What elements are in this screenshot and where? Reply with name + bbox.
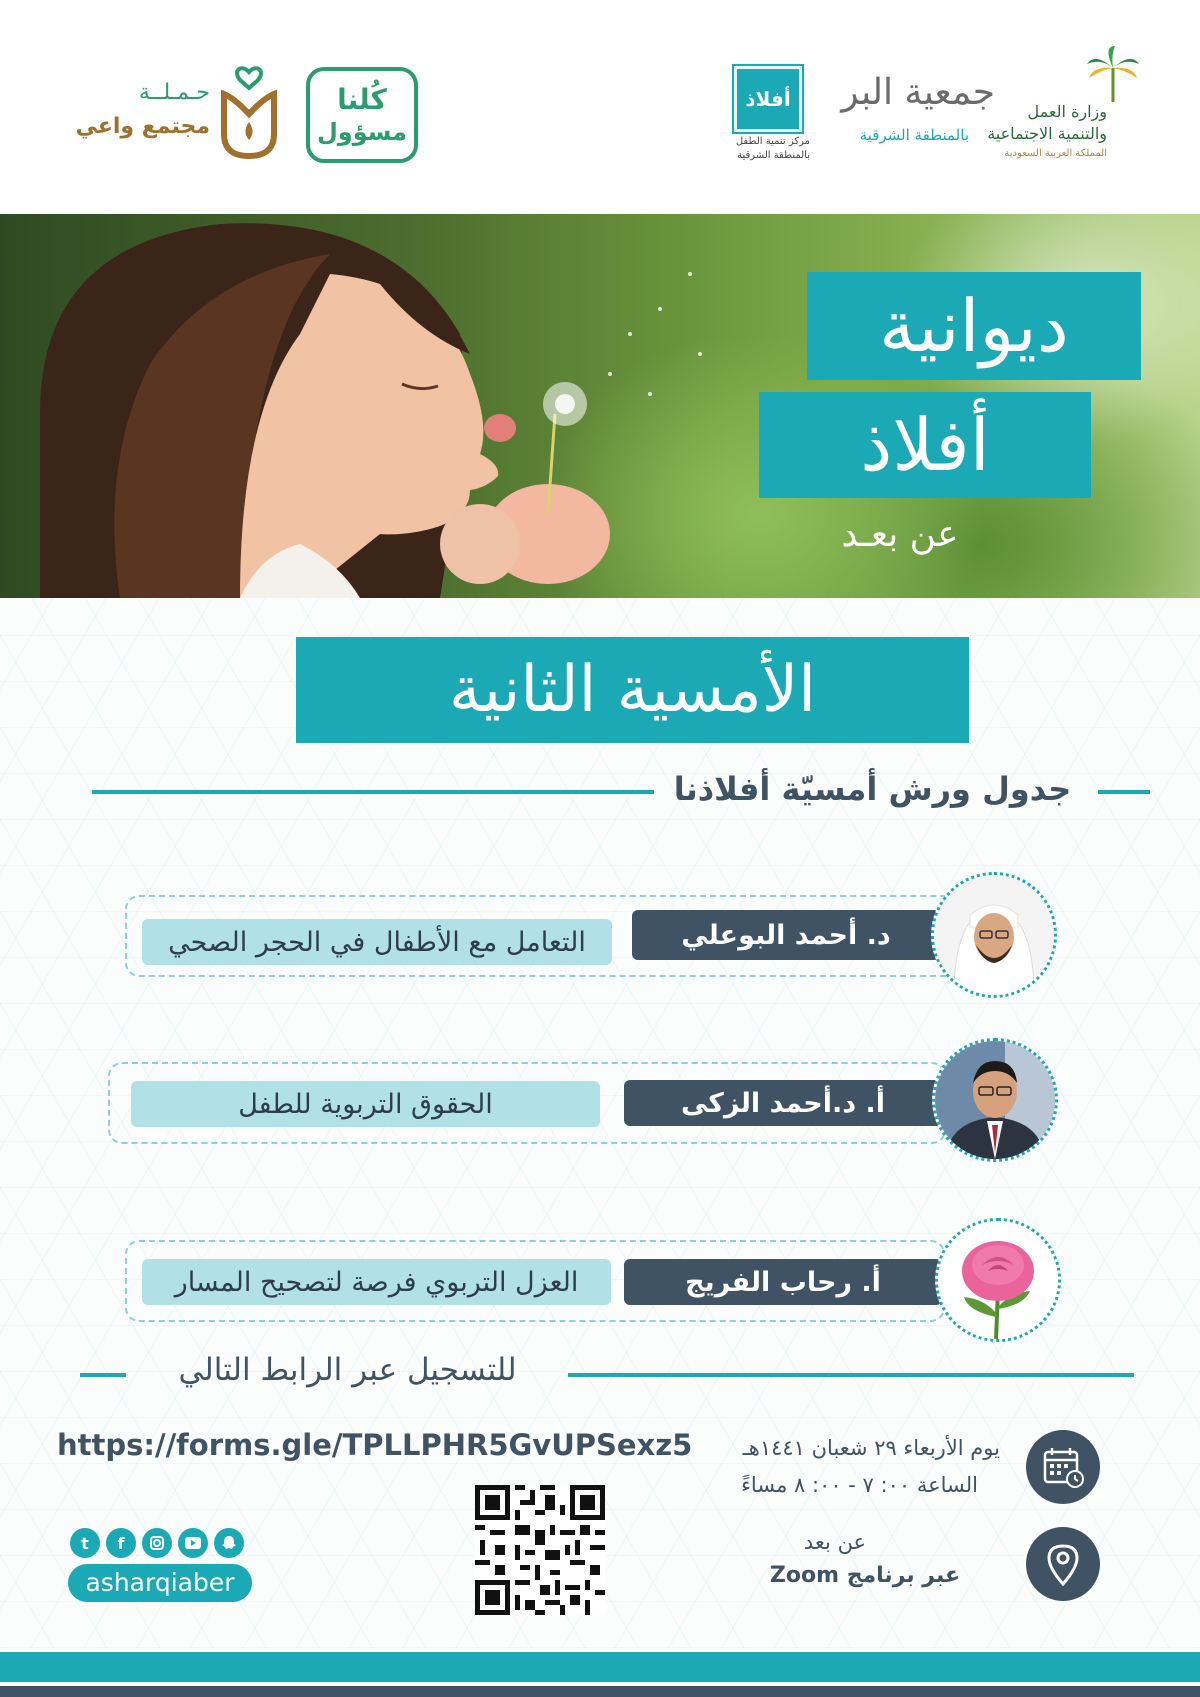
instagram-icon[interactable]: [142, 1528, 172, 1558]
hero-title-line2: أفلاذ: [759, 392, 1091, 498]
aflaz-emblem: [734, 66, 802, 132]
albir-name: جمعية البر: [841, 72, 995, 113]
hero-banner: [0, 214, 1200, 598]
social-handle[interactable]: asharqiaber: [68, 1564, 252, 1602]
schedule-line-left: [92, 790, 654, 794]
speaker-photo-1: [931, 872, 1057, 998]
albir-region: بالمنطقة الشرقية: [859, 126, 969, 144]
campaign-line1: حـمـلــة: [138, 80, 210, 105]
ministry-logo: [985, 40, 1145, 170]
calendar-badge: [1026, 1430, 1100, 1504]
aflaz-emblem-text: أفلاذ: [745, 87, 791, 111]
youtube-icon[interactable]: [178, 1528, 208, 1558]
registration-link[interactable]: https://forms.gle/TPLLPHR5GvUPSexz5: [57, 1428, 693, 1462]
registration-heading: للتسجيل عبر الرابط التالي: [178, 1352, 517, 1388]
twitter-icon[interactable]: t: [70, 1528, 100, 1558]
speaker-portrait-icon: [935, 1041, 1055, 1159]
speaker-portrait-icon: [934, 875, 1054, 995]
event-mode: عن بعد: [803, 1530, 867, 1554]
heart-drop-emblem-icon: [218, 64, 280, 160]
ministry-line2: والتنمية الاجتماعية: [987, 124, 1107, 143]
social-icons: [70, 1528, 250, 1560]
albir-logo: [825, 70, 1005, 160]
ministry-line3: المملكة العربية السعودية: [1004, 148, 1107, 159]
kulluna-line1: كُلنا: [337, 83, 387, 116]
kulluna-logo: [306, 67, 418, 163]
calendar-icon: [1041, 1445, 1085, 1489]
speaker-photo-3: [935, 1218, 1061, 1342]
hero-title-line1: ديوانية: [807, 272, 1141, 380]
schedule-line-right: [1098, 790, 1150, 794]
event-date: يوم الأربعاء ٢٩ شعبان ١٤٤١هـ: [742, 1436, 1000, 1460]
session-speaker: د. أحمد البوعلي: [632, 910, 940, 960]
qr-code-icon: [475, 1485, 605, 1615]
session-speaker: أ. رحاب الفريج: [624, 1259, 942, 1305]
session-topic: الحقوق التربوية للطفل: [131, 1081, 600, 1127]
registration-line-right: [568, 1373, 1134, 1377]
rose-icon: [938, 1221, 1058, 1339]
event-platform: عبر برنامج Zoom: [769, 1563, 960, 1588]
facebook-icon[interactable]: f: [106, 1528, 136, 1558]
hero-subtitle: عن بعـد: [841, 514, 959, 555]
session-speaker: أ. د.أحمد الزكى: [624, 1080, 942, 1126]
aflaz-center-logo: [720, 66, 820, 166]
snapchat-icon[interactable]: [214, 1528, 244, 1558]
ministry-line1: وزارة العمل: [1027, 102, 1107, 121]
footer-bar-navy: [0, 1686, 1200, 1697]
registration-line-left: [80, 1373, 126, 1377]
aflaz-center-line2: بالمنطقة الشرقية: [737, 150, 810, 161]
location-pin-icon: [1043, 1542, 1083, 1586]
event-time: الساعة ٠٠: ٧ - ٠٠: ٨ مساءً: [741, 1473, 978, 1497]
footer-bar-teal: [0, 1652, 1200, 1682]
child-dandelion-photo: [0, 214, 720, 598]
aflaz-center-line1: مركز تنمية الطفل: [735, 136, 810, 147]
header: [0, 0, 1200, 214]
palm-emblem-icon: [1085, 46, 1141, 104]
session-topic: العزل التربوي فرصة لتصحيح المسار: [142, 1259, 611, 1305]
registration-qr-code[interactable]: [475, 1485, 605, 1615]
kulluna-line2: مسؤول: [316, 118, 408, 146]
schedule-heading: جدول ورش أمسيّة أفلاذنا: [673, 770, 1072, 808]
location-badge: [1026, 1527, 1100, 1601]
evening-title: الأمسية الثانية: [296, 637, 969, 743]
campaign-logo: [70, 62, 290, 162]
speaker-photo-2: [932, 1038, 1058, 1162]
session-topic: التعامل مع الأطفال في الحجر الصحي: [142, 919, 612, 965]
campaign-line2: مجتمع واعي: [75, 114, 210, 139]
